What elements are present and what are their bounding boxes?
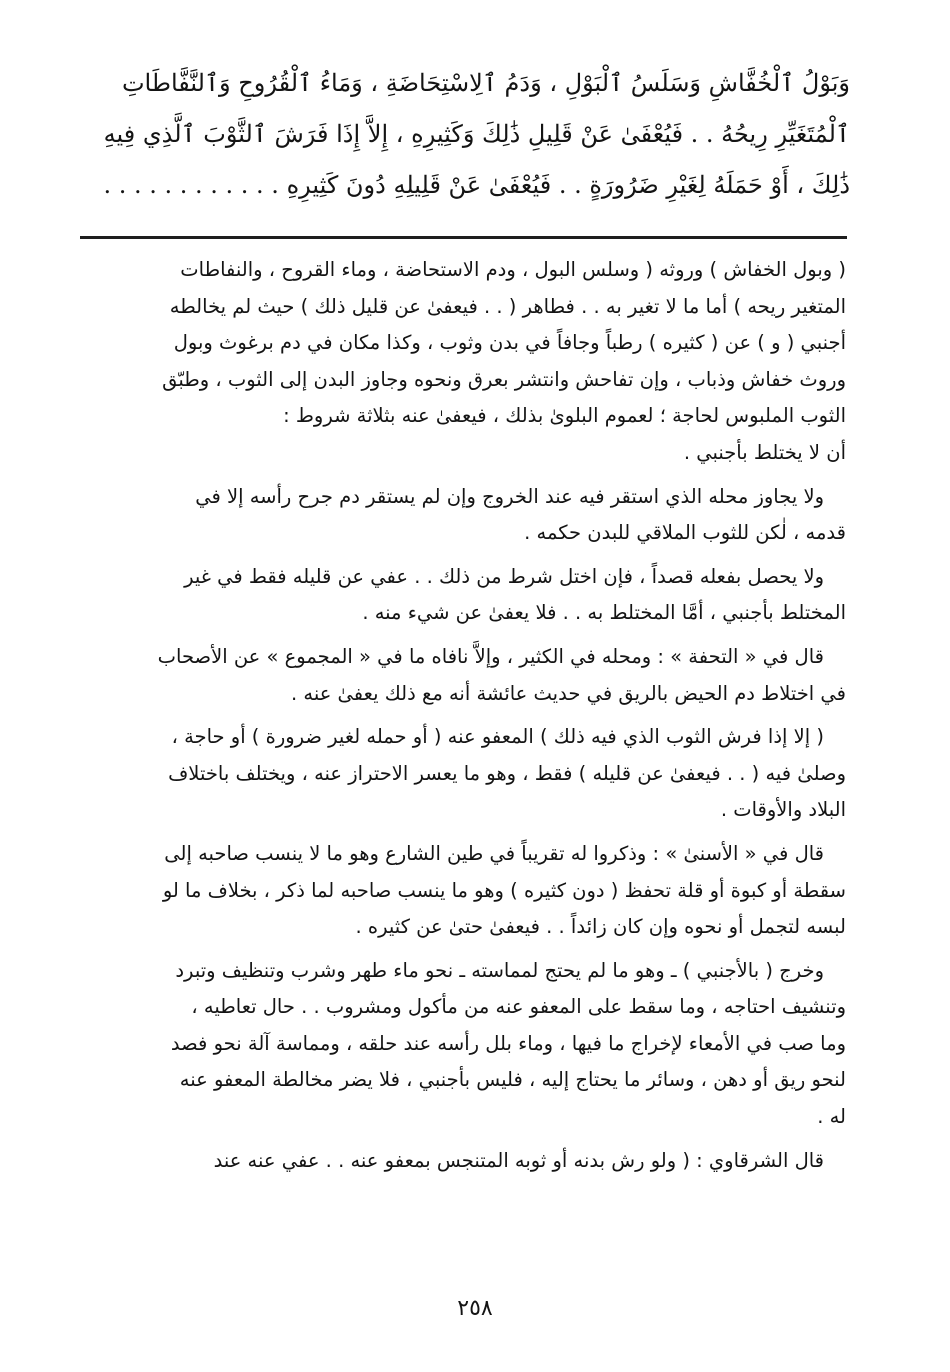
text-line: ( وبول الخفاش ) وروثه ( وسلس البول ، ودم الاستحاضة ، وماء القروح ، والنفاطات (180, 258, 846, 281)
matn-line: ٱلْمُتَغَيِّرِ رِيحُهُ . . فَيُعْفَىٰ عَنْ قَلِيلِ ذَٰلِكَ وَكَثِيرِهِ ، إِلاَّ إِذَا فَرَشَ ٱلثَّوْبَ ٱلَّذِي فِيهِ (103, 120, 850, 148)
paragraph (78, 1143, 846, 1180)
paragraph (78, 479, 846, 552)
text-line: ولا يحصل بفعله قصداً ، فإن اختل شرط من ذلك . . عفي عن قليله فقط في غير (184, 564, 824, 588)
sharh-commentary (78, 252, 846, 1186)
text-line: قال في « الأسنىٰ » : وذكروا له تقريباً في طين الشارع وهو ما لا ينسب صاحبه إلى (164, 841, 824, 865)
text-line: قال الشرقاوي : ( ولو رش بدنه أو ثوبه المتنجس بمعفو عنه . . عفي عنه عند (213, 1148, 824, 1172)
matn-line: وَبَوْلُ ٱلْخُفَّاشِ وَسَلَسُ ٱلْبَوْلِ ، وَدَمُ ٱلِاسْتِحَاضَةِ ، وَمَاءُ ٱلْقُرُوحِ وَٱلنَّفَّاطَاتِ (121, 69, 850, 97)
text-line: البلاد والأوقات . (720, 798, 846, 822)
text-line: وخرج ( بالأجنبي ) ـ وهو ما لم يحتج لمماسته ـ نحو ماء طهر وشرب وتنظيف وتبرد (175, 958, 824, 982)
text-line: سقطة أو كبوة أو قلة تحفظ ( دون كثيره ) وهو ما ينسب صاحبه لما ذكر ، بخلاف ما لو (162, 878, 846, 902)
separator-rule (80, 236, 847, 239)
paragraph (78, 252, 846, 472)
paragraph (78, 639, 846, 712)
text-line: لبسه لتجمل أو نحوه وإن كان زائداً . . فيعفىٰ حتىٰ عن كثيره . (355, 915, 846, 939)
text-line: له . (817, 1105, 846, 1129)
text-line: لنحو ريق أو دهن ، وسائر ما يحتاج إليه ، فليس بأجنبي ، فلا يضر مخالطة المعفو عنه (179, 1068, 846, 1092)
paragraph (78, 559, 846, 632)
text-line: وما صب في الأمعاء لإخراج ما فيها ، وماء بلل رأسه عند حلقه ، ومماسة آلة نحو فصد (170, 1031, 846, 1055)
text-line: وروث خفاش وذباب ، وإن تفاحش وانتشر بعرق ونحوه وجاوز البدن إلى الثوب ، وطبّق (162, 367, 846, 391)
text-line: ولا يجاوز محله الذي استقر فيه عند الخروج وإن لم يستقر دم جرح رأسه إلا في (195, 484, 824, 508)
text-line: وصلىٰ فيه ( . . فيعفىٰ عن قليله ) فقط ، وهو ما يعسر الاحتراز عنه ، ويختلف باختلاف (168, 761, 846, 785)
text-line: المختلط بأجنبي ، أمَّا المختلط به . . فلا يعفىٰ عن شيء منه . (362, 601, 846, 625)
page-number: ٢٥٨ (457, 1296, 493, 1321)
paragraph (78, 953, 846, 1136)
text-line: في اختلاط دم الحيض بالريق في حديث عائشة أنه مع ذلك يعفىٰ عنه . (290, 681, 846, 705)
text-line: وتنشيف احتاجه ، وما سقط على المعفو عنه من مأكول ومشروب . . حال تعاطيه ، (191, 995, 846, 1019)
matn-line: ذَٰلِكَ ، أَوْ حَمَلَهُ لِغَيْرِ ضَرُورَةٍ . . فَيُعْفَىٰ عَنْ قَلِيلِهِ دُونَ كَثِيرِهِ . . . . . . . . . . . . (103, 171, 850, 199)
matn-text (70, 58, 850, 211)
paragraph (78, 836, 846, 946)
text-line: قال في « التحفة » : ومحله في الكثير ، وإلاَّ نافاه ما في « المجموع » عن الأصحاب (157, 644, 824, 668)
text-line: أجنبي ( و ) عن ( كثيره ) رطباً وجافاً في بدن وثوب ، وكذا مكان في دم برغوث وبول (173, 331, 846, 355)
text-line: المتغير ريحه ) أما ما لا تغير به . . فطاهر ( . . فيعفىٰ عن قليل ذلك ) حيث لم يخالطه (169, 294, 846, 318)
paragraph (78, 719, 846, 829)
text-line: قدمه ، لٰكن للثوب الملاقي للبدن حكمه . (524, 521, 846, 545)
text-line: أن لا يختلط بأجنبي . (683, 440, 846, 464)
text-line: الثوب الملبوس لحاجة ؛ لعموم البلوىٰ بذلك ، فيعفىٰ عنه بثلاثة شروط : (283, 404, 846, 428)
text-line: ( إلا إذا فرش الثوب الذي فيه ذلك ) المعفو عنه ( أو حمله لغير ضرورة ) أو حاجة ، (171, 725, 824, 749)
